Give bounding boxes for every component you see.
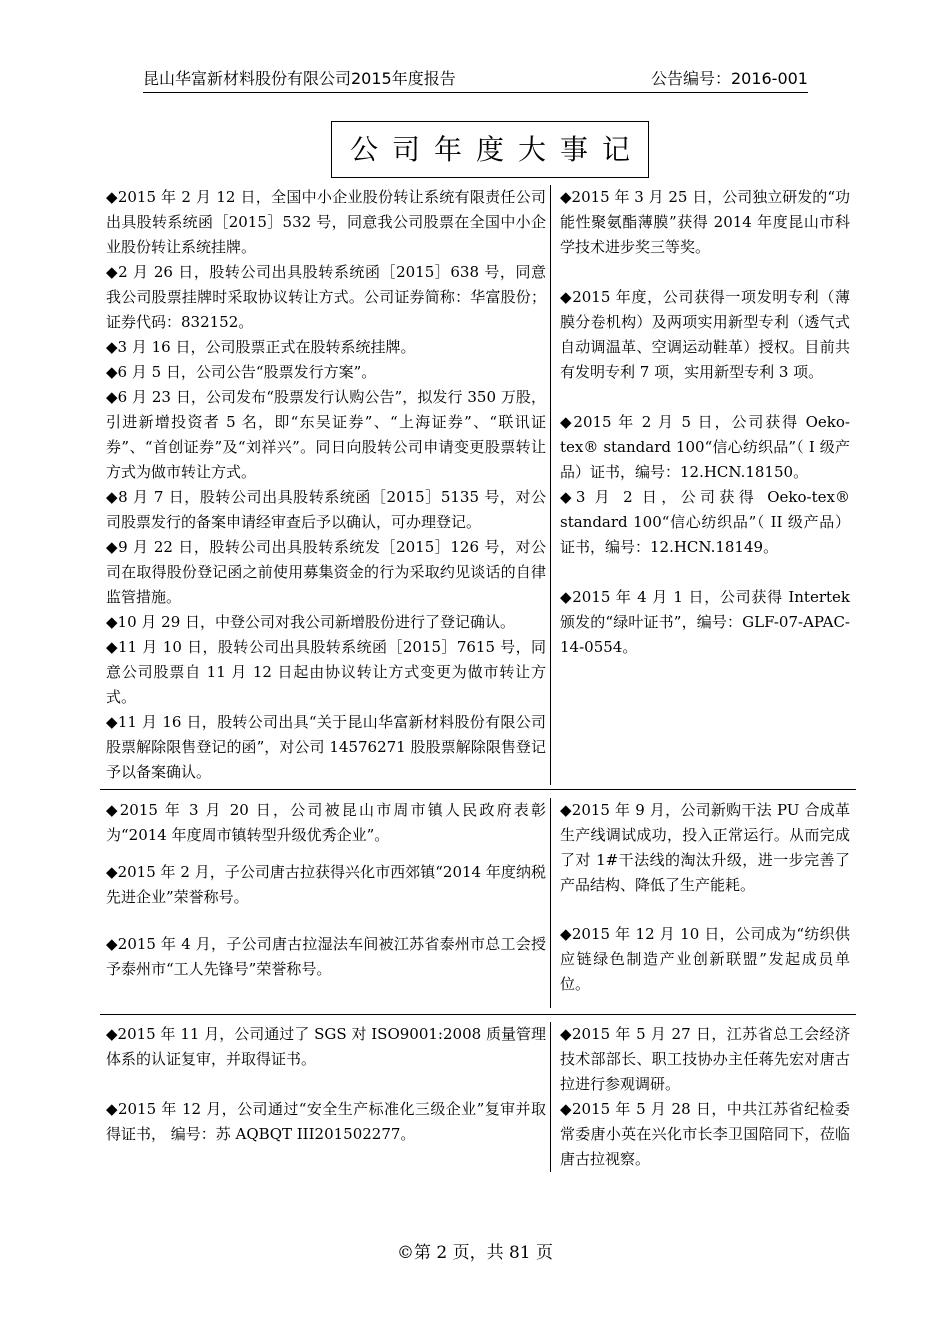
event-item: ◆2 月 26 日，股转公司出具股转系统函［2015］638 号，同意我公司股票挂牌时采取协议转让方式。公司证券简称：华富股份；证券代码：832152。 (106, 263, 546, 331)
event-item: ◆2015 年 4 月，子公司唐古拉湿法车间被江苏省泰州市总工会授予泰州市“工人先锋号”荣誉称号。 (106, 935, 546, 978)
event-item: ◆3 月 16 日，公司股票正式在股转系统挂牌。 (106, 338, 416, 356)
event-item: ◆2015 年 5 月 28 日，中共江苏省纪检委常委唐小英在兴化市长李卫国陪同下，莅临唐古拉视察。 (560, 1100, 850, 1168)
event-item: ◆2015 年 12 月 10 日，公司成为“纺织供应链绿色制造产业创新联盟”发起成员单位。 (560, 925, 850, 993)
section-3-right (560, 1022, 850, 1172)
section-1-right (560, 185, 850, 785)
event-item: ◆2015 年 3 月 25 日，公司独立研发的“功能性聚氨酯薄膜”获得 2014 年度昆山市科学技术进步奖三等奖。 (560, 188, 850, 256)
event-item: ◆11 月 10 日，股转公司出具股转系统函［2015］7615 号，同意公司股票自 11 月 12 日起由协议转让方式变更为做市转让方式。 (106, 638, 546, 706)
event-item: ◆2015 年 2 月 5 日，公司获得 Oeko-tex® standard 100“信心纺织品”（ I 级产品）证书，编号：12.HCN.18150。 (560, 413, 850, 481)
event-item: ◆2015 年 9 月，公司新购干法 PU 合成革生产线调试成功，投入正常运行。从而完成了对 1#干法线的淘汰升级，进一步完善了产品结构、降低了生产能耗。 (560, 801, 850, 894)
section-1 (0, 185, 950, 785)
header-company-report: 昆山华富新材料股份有限公司2015年度报告 (143, 69, 456, 88)
title-box (331, 121, 649, 178)
event-item: ◆2015 年 2 月，子公司唐古拉获得兴化市西郊镇“2014 年度纳税先进企业”荣誉称号。 (106, 863, 546, 906)
event-item: ◆6 月 5 日，公司公告“股票发行方案”。 (106, 363, 377, 381)
event-item: ◆2015 年 4 月 1 日，公司获得 Intertek 颁发的“绿叶证书”，编号：GLF-07-APAC-14-0554。 (560, 588, 850, 656)
section-2 (0, 798, 950, 1008)
event-item: ◆2015 年 2 月 12 日，全国中小企业股份转让系统有限责任公司出具股转系统函［2015］532 号，同意我公司股票在全国中小企业股份转让系统挂牌。 (106, 188, 546, 256)
page-header (143, 66, 808, 93)
section-separator (100, 1014, 856, 1015)
event-item: ◆11 月 16 日，股转公司出具“关于昆山华富新材料股份有限公司股票解除限售登记的函”，对公司 14576271 股股票解除限售登记予以备案确认。 (106, 713, 546, 781)
section-1-left (106, 185, 546, 785)
event-item: ◆2015 年 3 月 20 日，公司被昆山市周市镇人民政府表彰为“2014 年度周市镇转型升级优秀企业”。 (106, 801, 546, 844)
section-3-left (106, 1022, 546, 1172)
event-item: ◆10 月 29 日，中登公司对我公司新增股份进行了登记确认。 (106, 613, 516, 631)
column-divider (550, 185, 551, 785)
header-notice-number: 公告编号：2016-001 (650, 69, 808, 88)
section-separator (100, 789, 856, 790)
page-title: 公司年度大事记 (349, 132, 644, 166)
event-item: ◆2015 年度，公司获得一项发明专利（薄膜分卷机构）及两项实用新型专利（透气式自动调温革、空调运动鞋革）授权。目前共有发明专利 7 项，实用新型专利 3 项。 (560, 288, 850, 381)
column-divider (550, 1022, 551, 1172)
event-item: ◆3 月 2 日，公司获得 Oeko-tex® standard 100“信心纺织品”（ II 级产品）证书，编号：12.HCN.18149。 (560, 488, 850, 556)
page-footer: ©第 2 页，共 81 页 (396, 1243, 554, 1263)
section-2-right (560, 798, 850, 1008)
section-2-left (106, 798, 546, 1008)
event-item: ◆2015 年 12 月，公司通过“安全生产标准化三级企业”复审并取得证书， 编号：苏 AQBQT III201502277。 (106, 1100, 546, 1143)
event-item: ◆8 月 7 日，股转公司出具股转系统函［2015］5135 号，对公司股票发行的备案申请经审查后予以确认，可办理登记。 (106, 488, 546, 531)
event-item: ◆9 月 22 日，股转公司出具股转系统发［2015］126 号，对公司在取得股份登记函之前使用募集资金的行为采取约见谈话的自律监管措施。 (106, 538, 546, 606)
event-item: ◆2015 年 5 月 27 日，江苏省总工会经济技术部部长、职工技协办主任蒋先宏对唐古拉进行参观调研。 (560, 1025, 850, 1093)
event-item: ◆2015 年 11 月，公司通过了 SGS 对 ISO9001:2008 质量管理体系的认证复审，并取得证书。 (106, 1025, 546, 1068)
event-item: ◆6 月 23 日，公司发布“股票发行认购公告”，拟发行 350 万股，引进新增投资者 5 名，即“东吴证券”、“上海证券”、“联讯证券”、“首创证券”及“刘祥兴”。同日向股转公司申请变更股票转让方式为做市转让方式。 (106, 388, 546, 481)
column-divider (550, 798, 551, 1008)
section-3 (0, 1022, 950, 1172)
